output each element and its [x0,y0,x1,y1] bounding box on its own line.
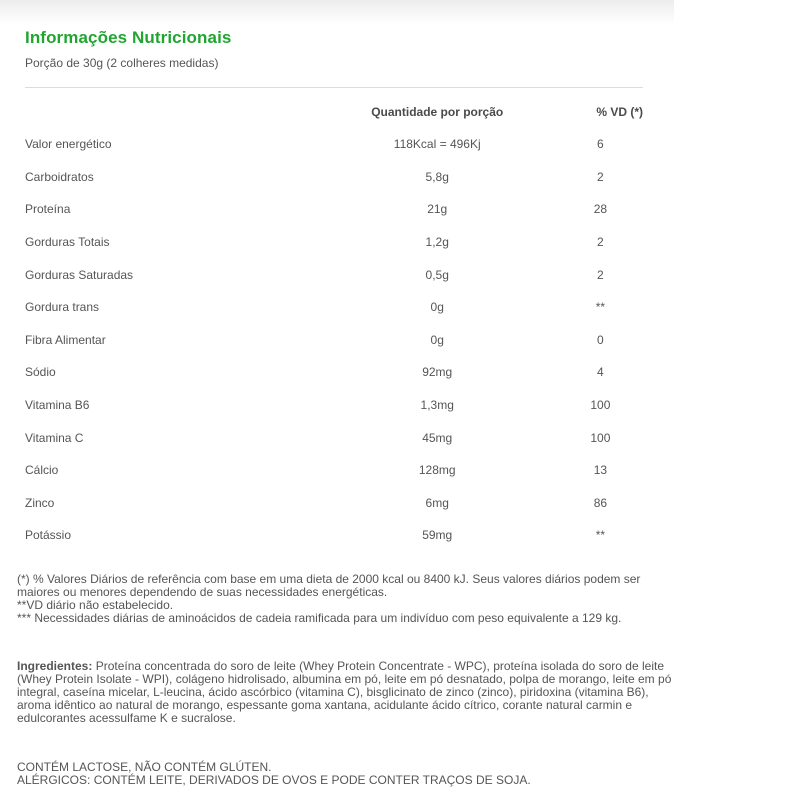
nutrient-quantity: 0g [430,332,444,347]
column-header-quantity: Quantidade por porção [371,105,504,119]
page-title: Informações Nutricionais [25,28,232,47]
nutrient-vd: 86 [593,495,608,510]
nutrient-quantity: 0g [430,300,444,315]
nutrient-name: Gorduras Totais [25,235,110,250]
footnote-bcaa: *** Necessidades diárias de aminoácidos de cadeia ramificada para um indivíduo com peso equivalente a 129 kg. [17,611,622,625]
nutrient-vd: 28 [593,202,608,217]
nutrient-vd: 100 [590,398,611,413]
footnotes [17,573,667,625]
nutrient-quantity: 59mg [422,528,453,543]
table-row [25,226,645,259]
nutrient-name: Valor energético [25,137,112,152]
footnote-vd-not-established: **VD diário não estabelecido. [17,598,174,612]
nutrient-name: Gordura trans [25,300,100,315]
nutrient-name: Sódio [25,365,56,380]
nutrient-quantity: 21g [427,202,448,217]
nutrient-vd: ** [595,528,606,543]
nutrient-name: Vitamina B6 [25,398,90,413]
top-shade [0,0,674,26]
table-row [25,389,645,422]
nutrient-quantity: 0,5g [425,267,449,282]
nutrition-header [25,26,645,88]
nutrient-vd: 100 [590,430,611,445]
table-row [25,421,645,454]
nutrient-name: Proteína [25,202,71,217]
table-row [25,161,645,194]
nutrient-quantity: 128mg [418,463,456,478]
nutrient-quantity: 45mg [422,430,453,445]
nutrient-name: Gorduras Saturadas [25,267,134,282]
header-divider [25,87,643,88]
table-row [25,258,645,291]
nutrient-quantity: 118Kcal = 496Kj [393,137,481,152]
table-row [25,454,645,487]
nutrient-vd: ** [595,300,606,315]
nutrient-quantity: 1,2g [425,235,449,250]
allergen-info [17,761,677,787]
nutrient-vd: 6 [597,137,604,152]
nutrient-quantity: 92mg [422,365,453,380]
nutrient-quantity: 5,8g [425,169,449,184]
nutrient-name: Vitamina C [25,430,84,445]
table-row [25,128,645,161]
ingredients-text: Proteína concentrada do soro de leite (Whey Protein Concentrate - WPC), proteína isolada do soro de leite (Whey Protein Isolate - WPI), colágeno hidrolisado, albumina em pó, leite em pó desnatado, polpa de morango, leite em pó integral, caseína micelar, L-leucina, ácido ascórbico (vitamina C), bisglicinato de zinco (zinco), piridoxina (vitamina B6), aroma idêntico ao natural de morango, espessante goma xantana, acidulante ácido cítrico, corante natural carmin e edulcorantes acessulfame K e sucralose. [17,659,672,725]
nutrient-vd: 2 [597,169,604,184]
nutrition-table [25,100,645,552]
table-row [25,519,645,552]
serving-size: Porção de 30g (2 colheres medidas) [25,56,219,70]
nutrient-vd: 2 [597,267,604,282]
table-row [25,324,645,357]
nutrient-vd: 13 [593,463,608,478]
table-header-row [25,100,645,128]
column-header-vd: % VD (*) [596,105,643,119]
allergen-warning: ALÉRGICOS: CONTÉM LEITE, DERIVADOS DE OVOS E PODE CONTER TRAÇOS DE SOJA. [17,773,531,787]
ingredients-label: Ingredientes: [17,659,93,673]
nutrient-name: Fibra Alimentar [25,332,106,347]
table-row [25,356,645,389]
column-header-name [25,100,319,128]
ingredients [17,660,677,725]
nutrient-name: Potássio [25,528,72,543]
footnote-vd-reference: (*) % Valores Diários de referência com base em uma dieta de 2000 kcal ou 8400 kJ. Seus valores diários podem ser maiores ou menores dependendo de suas necessidades energéticas. [17,572,641,599]
nutrient-quantity: 6mg [425,495,449,510]
nutrient-vd: 2 [597,235,604,250]
nutrient-name: Cálcio [25,463,59,478]
nutrient-vd: 0 [597,332,604,347]
nutrient-name: Zinco [25,495,55,510]
table-row [25,193,645,226]
table-row [25,291,645,324]
lactose-gluten-notice: CONTÉM LACTOSE, NÃO CONTÉM GLÚTEN. [17,760,272,774]
nutrient-name: Carboidratos [25,169,94,184]
table-row [25,487,645,520]
nutrient-quantity: 1,3mg [420,398,454,413]
nutrient-vd: 4 [597,365,604,380]
